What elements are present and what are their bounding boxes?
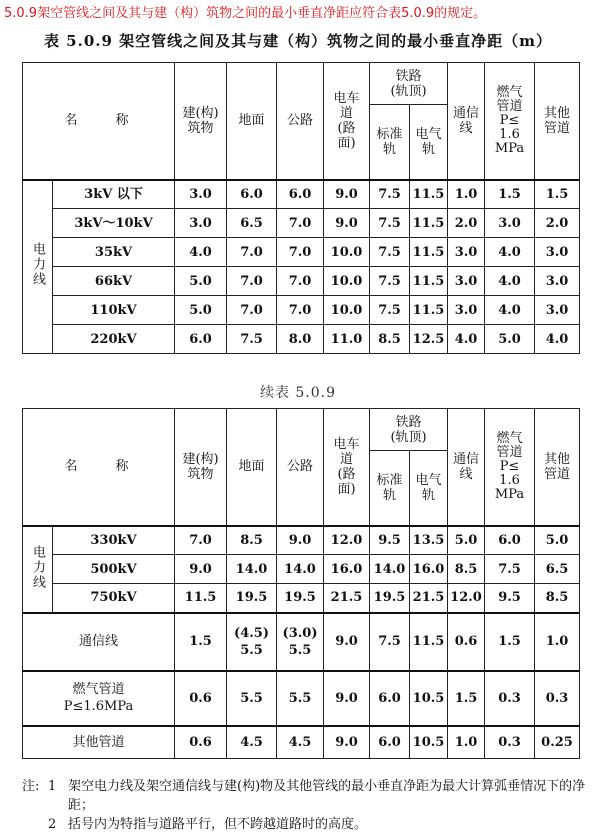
table-cell: 4.5	[227, 726, 277, 759]
table-cell: 10.5	[410, 726, 448, 759]
table-cell: 4.5	[277, 726, 324, 759]
header-railway: 铁路 (轨顶)	[370, 409, 448, 451]
power-line-label: 电力线	[23, 180, 53, 354]
table-title: 表 5.0.9 架空管线之间及其与建（构）筑物之间的最小垂直净距（m）	[43, 32, 553, 50]
note-text: 架空电力线及架空通信线与建(构)物及其他管线的最小垂直净距为最大计算弧垂情况下的净距；	[68, 779, 586, 813]
table-cell: 6.0	[370, 726, 410, 759]
table-row	[23, 296, 580, 325]
header-gas: 燃气 管道 P≤ 1.6 MPa	[485, 63, 535, 180]
table-row	[23, 584, 580, 613]
table-row	[23, 325, 580, 354]
clearance-table-continued	[22, 408, 580, 759]
table-cell: 6.0	[370, 671, 410, 726]
header-tram: 电车 道 (路 面)	[324, 409, 370, 526]
table-cell: 14.0	[227, 555, 277, 584]
header-building: 建(构) 筑物	[175, 409, 227, 526]
table-cell: 6.0	[277, 180, 324, 209]
table-row	[23, 671, 580, 726]
table-cell: 7.5	[370, 209, 410, 238]
table-cell: 11.5	[410, 613, 448, 671]
table-cell: 3.0	[535, 296, 580, 325]
row-name: 750kV	[53, 584, 175, 613]
table-cell: 10.0	[324, 296, 370, 325]
table-cell: (3.0) 5.5	[277, 613, 324, 671]
table-cell: 16.0	[324, 555, 370, 584]
table-cell: 21.5	[324, 584, 370, 613]
table-cell: 11.5	[410, 296, 448, 325]
table-cell: 3.0	[448, 238, 485, 267]
header-name: 名 称	[23, 63, 175, 180]
table-cell: 5.5	[227, 671, 277, 726]
table-cell: 5.0	[175, 296, 227, 325]
table-cell: 4.0	[535, 325, 580, 354]
table-cell: 1.5	[485, 613, 535, 671]
table-cell: 0.25	[535, 726, 580, 759]
table-cell: 7.0	[277, 296, 324, 325]
row-name: 3kV～10kV	[53, 209, 175, 238]
table-cell: 0.6	[448, 613, 485, 671]
header-standard-rail: 标准 轨	[370, 451, 410, 526]
note-item	[22, 815, 587, 834]
header-ground: 地面	[227, 409, 277, 526]
header-railway: 铁路 (轨顶)	[370, 63, 448, 105]
table-cell: 12.0	[448, 584, 485, 613]
table-cell: 13.5	[410, 526, 448, 555]
table-cell: 0.3	[535, 671, 580, 726]
notes-label: 注:	[22, 779, 40, 794]
table-cell: 6.5	[535, 555, 580, 584]
table-cell: 4.0	[485, 267, 535, 296]
table-cell: 9.0	[324, 180, 370, 209]
table-cell: 6.0	[227, 180, 277, 209]
table-cell: 1.5	[535, 180, 580, 209]
row-name: 燃气管道 P≤1.6MPa	[23, 671, 175, 726]
header-ground: 地面	[227, 63, 277, 180]
table-cell: 7.0	[277, 238, 324, 267]
row-name: 35kV	[53, 238, 175, 267]
table-cell: 7.5	[370, 613, 410, 671]
table-cell: 19.5	[227, 584, 277, 613]
power-line-label: 电力线	[23, 526, 53, 613]
header-building: 建(构) 筑物	[175, 63, 227, 180]
table-cell: 19.5	[370, 584, 410, 613]
table-cell: 5.0	[448, 526, 485, 555]
table-cell: 9.0	[324, 671, 370, 726]
table-cell: 5.0	[535, 526, 580, 555]
table-row	[23, 267, 580, 296]
row-name: 3kV 以下	[53, 180, 175, 209]
note-number: 1	[48, 779, 57, 794]
row-name: 66kV	[53, 267, 175, 296]
table-cell: 11.5	[410, 238, 448, 267]
table-cell: 3.0	[175, 180, 227, 209]
table-cell: 14.0	[370, 555, 410, 584]
table-cell: 14.0	[277, 555, 324, 584]
table-cell: 0.6	[175, 726, 227, 759]
table-row	[23, 238, 580, 267]
header-telecom: 通信 线	[448, 63, 485, 180]
table-cell: 8.5	[227, 526, 277, 555]
table-row	[23, 726, 580, 759]
table-cell: 1.5	[448, 671, 485, 726]
table-cell: 0.6	[175, 671, 227, 726]
table-cell: 9.0	[324, 613, 370, 671]
table-cell: 3.0	[448, 267, 485, 296]
table-cell: 1.5	[175, 613, 227, 671]
table-cell: 7.5	[370, 267, 410, 296]
table-cell: 8.5	[535, 584, 580, 613]
table-cell: 7.5	[370, 238, 410, 267]
table-cell: 7.0	[277, 209, 324, 238]
table-cell: 10.5	[410, 671, 448, 726]
table-cell: 6.0	[175, 325, 227, 354]
table-cell: 11.5	[410, 180, 448, 209]
table-cell: 7.5	[485, 555, 535, 584]
row-name: 其他管道	[23, 726, 175, 759]
table-cell: 1.0	[535, 613, 580, 671]
table-cell: 12.5	[410, 325, 448, 354]
continued-table-title: 续表 5.0.9	[259, 385, 337, 401]
table-cell: 7.5	[370, 180, 410, 209]
table-cell: 1.5	[485, 180, 535, 209]
row-name: 通信线	[23, 613, 175, 671]
table-cell: 19.5	[277, 584, 324, 613]
note-number: 2	[48, 817, 57, 832]
table-cell: 1.0	[448, 180, 485, 209]
table-cell: 7.0	[175, 526, 227, 555]
table-cell: 3.0	[535, 238, 580, 267]
note-text: 括号内为特指与道路平行，但不跨越道路时的高度。	[68, 817, 368, 832]
header-gas: 燃气 管道 P≤ 1.6 MPa	[485, 409, 535, 526]
table-cell: 9.0	[324, 726, 370, 759]
table-cell: 3.0	[448, 296, 485, 325]
table-cell: 12.0	[324, 526, 370, 555]
table-cell: 7.0	[227, 238, 277, 267]
table-cell: 11.5	[410, 267, 448, 296]
header-road: 公路	[277, 63, 324, 180]
header-tram: 电车 道 (路 面)	[324, 63, 370, 180]
table-cell: 0.3	[485, 671, 535, 726]
table-cell: 6.0	[485, 526, 535, 555]
table-cell: 5.5	[277, 671, 324, 726]
table-cell: 8.0	[277, 325, 324, 354]
table-cell: 4.0	[448, 325, 485, 354]
table-cell: 10.0	[324, 238, 370, 267]
table-row	[23, 209, 580, 238]
table-cell: (4.5) 5.5	[227, 613, 277, 671]
table-cell: 11.0	[324, 325, 370, 354]
table-cell: 16.0	[410, 555, 448, 584]
table-cell: 7.0	[277, 267, 324, 296]
header-other: 其他 管道	[535, 63, 580, 180]
table-cell: 3.0	[535, 267, 580, 296]
row-name: 330kV	[53, 526, 175, 555]
table-cell: 4.0	[485, 238, 535, 267]
table-row	[23, 613, 580, 671]
table-cell: 10.0	[324, 267, 370, 296]
row-name: 220kV	[53, 325, 175, 354]
header-telecom: 通信 线	[448, 409, 485, 526]
table-cell: 5.0	[175, 267, 227, 296]
table-cell: 9.0	[324, 209, 370, 238]
table-cell: 11.5	[410, 209, 448, 238]
header-standard-rail: 标准 轨	[370, 105, 410, 180]
table-cell: 21.5	[410, 584, 448, 613]
clearance-table	[22, 62, 580, 354]
table-cell: 9.5	[370, 526, 410, 555]
table-cell: 3.0	[485, 209, 535, 238]
table-cell: 11.5	[175, 584, 227, 613]
table-cell: 5.0	[485, 325, 535, 354]
header-name: 名 称	[23, 409, 175, 526]
table-cell: 0.3	[485, 726, 535, 759]
table-cell: 2.0	[535, 209, 580, 238]
table-cell: 9.0	[277, 526, 324, 555]
header-road: 公路	[277, 409, 324, 526]
header-electric-rail: 电气 轨	[410, 451, 448, 526]
header-other: 其他 管道	[535, 409, 580, 526]
table-cell: 7.0	[227, 267, 277, 296]
table-cell: 1.0	[448, 726, 485, 759]
table-cell: 3.0	[175, 209, 227, 238]
row-name: 110kV	[53, 296, 175, 325]
table-cell: 4.0	[175, 238, 227, 267]
table-cell: 2.0	[448, 209, 485, 238]
intro-note: 5.0.9架空管线之间及其与建（构）筑物之间的最小垂直净距应符合表5.0.9的规定。	[4, 6, 487, 21]
table-notes	[22, 777, 587, 834]
table-cell: 7.5	[227, 325, 277, 354]
table-cell: 7.0	[227, 296, 277, 325]
note-item	[22, 777, 587, 815]
table-row	[23, 555, 580, 584]
notes-spacer	[22, 815, 48, 834]
table-cell: 4.0	[485, 296, 535, 325]
table-cell: 9.5	[485, 584, 535, 613]
table-cell: 8.5	[448, 555, 485, 584]
table-cell: 7.5	[370, 296, 410, 325]
table-cell: 6.5	[227, 209, 277, 238]
table-cell: 9.0	[175, 555, 227, 584]
row-name: 500kV	[53, 555, 175, 584]
table-cell: 8.5	[370, 325, 410, 354]
header-electric-rail: 电气 轨	[410, 105, 448, 180]
